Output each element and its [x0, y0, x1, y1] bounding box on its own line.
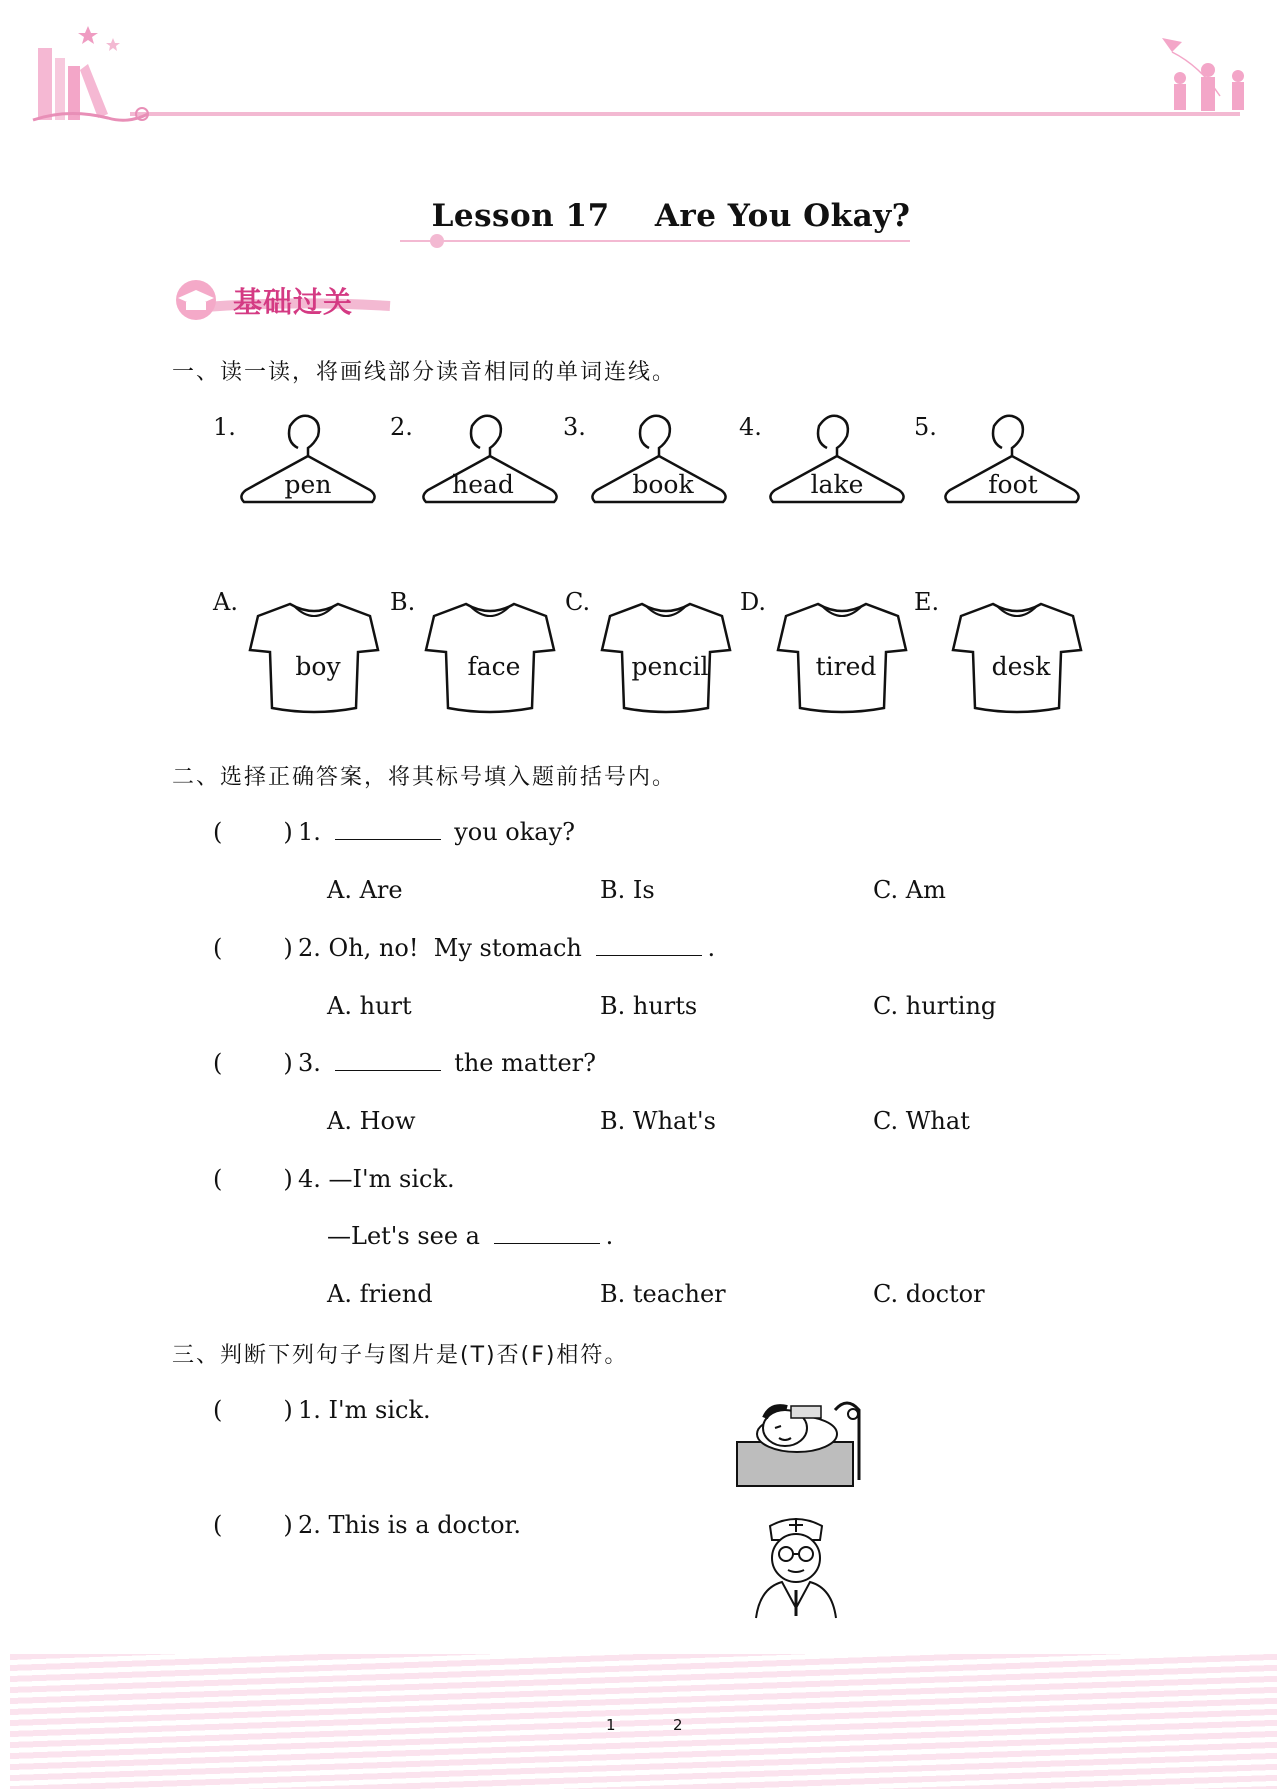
shirt-word: pencil [631, 652, 709, 681]
question-num: 4. [298, 1165, 321, 1193]
hanger-word: head [452, 470, 514, 499]
shirt-letter: A. [213, 588, 238, 616]
option-c: C. doctor [873, 1280, 985, 1308]
question-text-end: . [707, 934, 716, 962]
hanger-num: 1. [213, 413, 236, 441]
hanger-word: book [632, 470, 694, 499]
question-text: —Let's see a [327, 1222, 480, 1250]
hanger-num: 5. [914, 413, 937, 441]
answer-blank[interactable] [596, 954, 702, 956]
question-text: you okay? [454, 818, 576, 846]
option-c: C. Am [873, 876, 946, 904]
answer-blank[interactable] [335, 1069, 441, 1071]
shirt-letter: E. [914, 588, 940, 616]
option-a: A. friend [327, 1280, 433, 1308]
answer-blank[interactable] [494, 1242, 600, 1244]
question-num: 1. [298, 1396, 321, 1424]
shirt-word: tired [815, 652, 877, 681]
hanger-word: foot [988, 470, 1038, 499]
shirt-letter: B. [390, 588, 416, 616]
question-1 [298, 818, 575, 846]
option-c: C. hurting [873, 992, 997, 1020]
shirt-letter: C. [565, 588, 591, 616]
question-text-end: . [605, 1222, 614, 1250]
judge-text: This is a doctor. [328, 1511, 522, 1539]
option-c: C. What [873, 1107, 970, 1135]
answer-paren[interactable]: ( ) [213, 1396, 293, 1424]
sick-child-in-bed-icon [735, 1390, 865, 1488]
option-b: B. Is [600, 876, 655, 904]
option-b: B. hurts [600, 992, 698, 1020]
option-a: A. Are [327, 876, 403, 904]
question-text: —I'm sick. [328, 1165, 455, 1193]
shirt-letter: D. [740, 588, 767, 616]
shirt-word: boy [295, 652, 341, 681]
judge-item-2 [298, 1511, 521, 1539]
answer-paren[interactable]: ( ) [213, 934, 293, 962]
part3-heading: 三、判断下列句子与图片是(T)否(F)相符。 [172, 1343, 629, 1368]
question-num: 1. [298, 818, 321, 846]
page-number-right: 2 [673, 1716, 683, 1734]
question-2 [298, 934, 715, 962]
children-kite-icon [1160, 36, 1270, 116]
shirt-word: desk [991, 652, 1051, 681]
shirt-word: face [467, 652, 521, 681]
hanger-word: pen [284, 470, 332, 499]
question-4-line2 [327, 1222, 613, 1250]
answer-paren[interactable]: ( ) [213, 1511, 293, 1539]
title-underline [400, 240, 910, 242]
doctor-icon [748, 1512, 844, 1620]
hanger-word: lake [810, 470, 864, 499]
option-a: A. How [327, 1107, 416, 1135]
judge-text: I'm sick. [328, 1396, 431, 1424]
answer-paren[interactable]: ( ) [213, 1049, 293, 1077]
books-logo-icon [28, 18, 158, 133]
section-badge-label: 基础过关 [233, 285, 354, 319]
option-a: A. hurt [327, 992, 412, 1020]
question-text: the matter? [454, 1049, 597, 1077]
hanger-num: 2. [390, 413, 413, 441]
page-number-left: 1 [606, 1716, 616, 1734]
answer-blank[interactable] [335, 838, 441, 840]
question-text: Oh, no! My stomach [328, 934, 582, 962]
question-4 [298, 1165, 455, 1193]
part2-heading: 二、选择正确答案，将其标号填入题前括号内。 [172, 765, 677, 790]
hanger-num: 4. [739, 413, 762, 441]
option-b: B. teacher [600, 1280, 726, 1308]
option-b: B. What's [600, 1107, 716, 1135]
answer-paren[interactable]: ( ) [213, 1165, 293, 1193]
question-num: 3. [298, 1049, 321, 1077]
question-num: 2. [298, 934, 321, 962]
question-num: 2. [298, 1511, 321, 1539]
part1-heading: 一、读一读，将画线部分读音相同的单词连线。 [172, 360, 677, 385]
header-rule [130, 112, 1240, 116]
page-title: Lesson 17 Are You Okay? [431, 198, 911, 234]
hanger-num: 3. [563, 413, 586, 441]
footer-stripes [10, 1654, 1277, 1789]
title-dot [430, 234, 444, 248]
question-3 [298, 1049, 596, 1077]
answer-paren[interactable]: ( ) [213, 818, 293, 846]
judge-item-1 [298, 1396, 431, 1424]
